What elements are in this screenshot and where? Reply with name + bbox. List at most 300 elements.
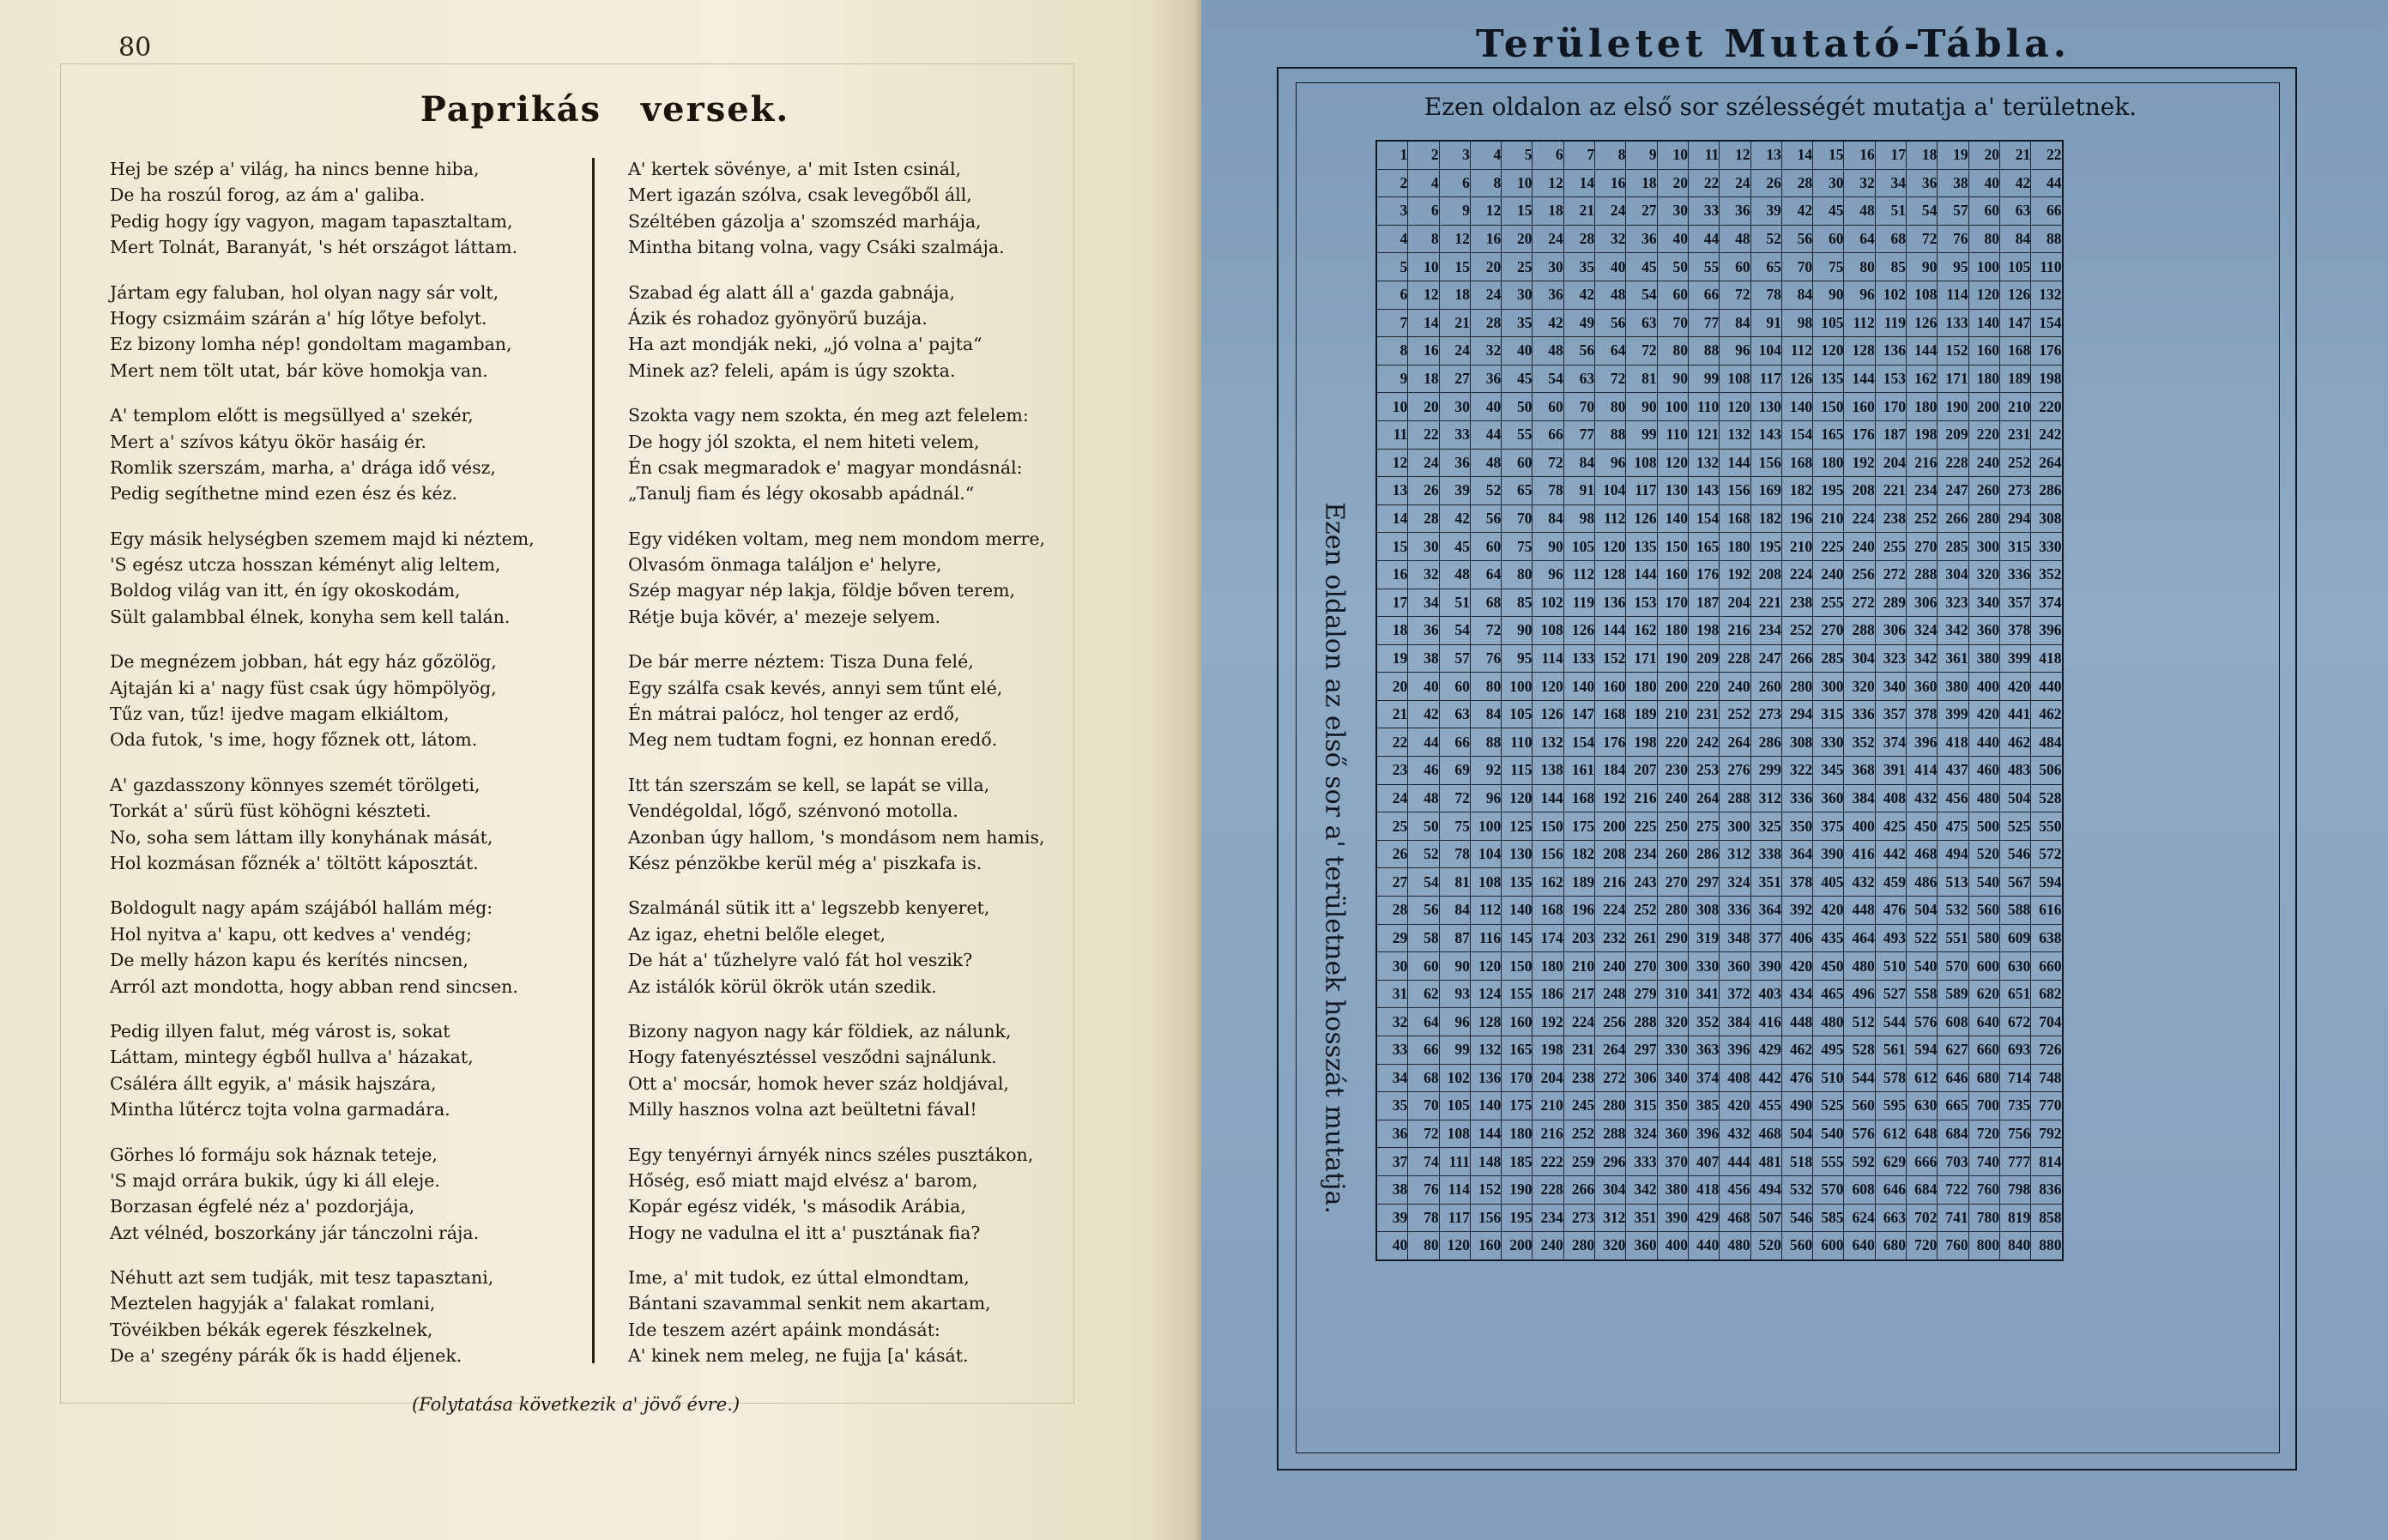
table-cell: 286 bbox=[1750, 728, 1781, 757]
table-cell: 126 bbox=[1999, 281, 2030, 309]
table-cell: 176 bbox=[1595, 728, 1626, 757]
table-row bbox=[1376, 365, 2063, 393]
poem-line: De hogy jól szokta, el nem hiteti velem, bbox=[628, 431, 980, 452]
table-cell: 608 bbox=[1844, 1175, 1875, 1204]
stanza bbox=[110, 1142, 625, 1247]
table-cell: 81 bbox=[1439, 868, 1470, 897]
table-cell: 180 bbox=[1720, 533, 1750, 561]
table-cell: 684 bbox=[1938, 1120, 1968, 1148]
poem-line: Hőség, eső miatt majd elvész a' barom, bbox=[628, 1169, 978, 1191]
table-cell: 646 bbox=[1938, 1064, 1968, 1092]
table-cell: 420 bbox=[1813, 897, 1844, 925]
table-cell: 455 bbox=[1750, 1092, 1781, 1120]
table-cell: 96 bbox=[1470, 784, 1501, 812]
table-cell: 432 bbox=[1907, 784, 1938, 812]
table-cell: 210 bbox=[1657, 700, 1688, 728]
table-cell: 85 bbox=[1875, 253, 1906, 281]
table-cell: 315 bbox=[1626, 1092, 1657, 1120]
table-cell: 75 bbox=[1439, 812, 1470, 841]
table-cell: 312 bbox=[1750, 784, 1781, 812]
table-cell: 132 bbox=[1533, 728, 1563, 757]
table-cell: 4 bbox=[1470, 141, 1501, 169]
table-cell: 24 bbox=[1533, 225, 1563, 253]
table-cell: 299 bbox=[1750, 757, 1781, 785]
table-cell: 190 bbox=[1938, 393, 1968, 421]
table-cell: 279 bbox=[1626, 980, 1657, 1008]
table-cell: 112 bbox=[1781, 337, 1812, 365]
table-cell: 98 bbox=[1563, 504, 1594, 533]
table-cell: 74 bbox=[1408, 1148, 1439, 1176]
table-cell: 240 bbox=[1720, 673, 1750, 701]
table-cell: 174 bbox=[1533, 924, 1563, 952]
table-cell: 189 bbox=[1626, 700, 1657, 728]
table-cell: 210 bbox=[1781, 533, 1812, 561]
table-cell: 195 bbox=[1502, 1204, 1533, 1232]
table-cell: 57 bbox=[1938, 197, 1968, 226]
table-cell: 100 bbox=[1502, 673, 1533, 701]
table-cell: 760 bbox=[1938, 1232, 1968, 1260]
table-cell: 40 bbox=[1657, 225, 1688, 253]
table-cell: 504 bbox=[1907, 897, 1938, 925]
table-cell: 255 bbox=[1813, 589, 1844, 617]
table-cell: 520 bbox=[1968, 840, 1999, 868]
table-cell: 144 bbox=[1720, 449, 1750, 477]
table-cell: 312 bbox=[1720, 840, 1750, 868]
length-caption: Ezen oldalon az első sor a' területnek hosszát mutatja. bbox=[1319, 502, 1350, 1214]
table-cell: 441 bbox=[1999, 700, 2030, 728]
table-cell: 112 bbox=[1470, 897, 1501, 925]
table-cell: 1 bbox=[1376, 141, 1408, 169]
stanza bbox=[628, 526, 1143, 631]
table-cell: 480 bbox=[1813, 1008, 1844, 1036]
table-cell: 132 bbox=[1688, 449, 1719, 477]
table-cell: 35 bbox=[1376, 1092, 1408, 1120]
table-cell: 370 bbox=[1657, 1148, 1688, 1176]
table-cell: 588 bbox=[1999, 897, 2030, 925]
table-title: Területet Mutató-Tábla. bbox=[1476, 22, 2071, 66]
table-cell: 595 bbox=[1875, 1092, 1906, 1120]
table-cell: 154 bbox=[1781, 420, 1812, 449]
poem-line: Olvasóm önmaga találjon e' helyre, bbox=[628, 554, 942, 576]
table-row bbox=[1376, 393, 2063, 421]
table-cell: 70 bbox=[1408, 1092, 1439, 1120]
table-cell: 132 bbox=[1470, 1036, 1501, 1065]
table-cell: 154 bbox=[1688, 504, 1719, 533]
table-cell: 56 bbox=[1563, 337, 1594, 365]
table-cell: 425 bbox=[1875, 812, 1906, 841]
table-cell: 238 bbox=[1563, 1064, 1594, 1092]
table-cell: 60 bbox=[1408, 952, 1439, 981]
table-cell: 352 bbox=[2031, 560, 2063, 589]
stanza bbox=[628, 649, 1143, 753]
table-cell: 110 bbox=[2031, 253, 2063, 281]
table-cell: 252 bbox=[1720, 700, 1750, 728]
table-cell: 420 bbox=[1968, 700, 1999, 728]
table-cell: 209 bbox=[1688, 644, 1719, 673]
table-cell: 14 bbox=[1563, 169, 1594, 197]
table-cell: 288 bbox=[1595, 1120, 1626, 1148]
table-cell: 323 bbox=[1875, 644, 1906, 673]
table-cell: 165 bbox=[1688, 533, 1719, 561]
table-cell: 50 bbox=[1502, 393, 1533, 421]
table-cell: 39 bbox=[1439, 477, 1470, 505]
table-cell: 429 bbox=[1688, 1204, 1719, 1232]
table-cell: 231 bbox=[1563, 1036, 1594, 1065]
table-cell: 280 bbox=[1781, 673, 1812, 701]
table-cell: 798 bbox=[1999, 1175, 2030, 1204]
table-row bbox=[1376, 1120, 2063, 1148]
table-cell: 6 bbox=[1376, 281, 1408, 309]
table-cell: 693 bbox=[1999, 1036, 2030, 1065]
table-cell: 117 bbox=[1626, 477, 1657, 505]
table-cell: 594 bbox=[1907, 1036, 1938, 1065]
table-cell: 42 bbox=[1781, 197, 1812, 226]
table-cell: 9 bbox=[1376, 365, 1408, 393]
stanza bbox=[110, 402, 625, 507]
table-cell: 253 bbox=[1688, 757, 1719, 785]
table-cell: 306 bbox=[1875, 617, 1906, 645]
table-cell: 351 bbox=[1626, 1204, 1657, 1232]
table-cell: 144 bbox=[1907, 337, 1938, 365]
table-cell: 32 bbox=[1408, 560, 1439, 589]
table-cell: 90 bbox=[1813, 281, 1844, 309]
table-cell: 380 bbox=[1968, 644, 1999, 673]
table-row bbox=[1376, 1148, 2063, 1176]
table-cell: 234 bbox=[1533, 1204, 1563, 1232]
table-cell: 156 bbox=[1720, 477, 1750, 505]
table-cell: 627 bbox=[1938, 1036, 1968, 1065]
table-cell: 15 bbox=[1502, 197, 1533, 226]
table-cell: 418 bbox=[1688, 1175, 1719, 1204]
table-cell: 480 bbox=[1844, 952, 1875, 981]
table-cell: 44 bbox=[2031, 169, 2063, 197]
poem-line: Láttam, mintegy égből hullva a' házakat, bbox=[110, 1047, 474, 1068]
table-cell: 408 bbox=[1720, 1064, 1750, 1092]
table-cell: 22 bbox=[1376, 728, 1408, 757]
table-cell: 512 bbox=[1844, 1008, 1875, 1036]
table-cell: 76 bbox=[1938, 225, 1968, 253]
table-cell: 220 bbox=[2031, 393, 2063, 421]
table-cell: 252 bbox=[1999, 449, 2030, 477]
table-cell: 420 bbox=[1720, 1092, 1750, 1120]
table-cell: 399 bbox=[1999, 644, 2030, 673]
table-cell: 660 bbox=[1968, 1036, 1999, 1065]
table-cell: 513 bbox=[1938, 868, 1968, 897]
table-cell: 34 bbox=[1875, 169, 1906, 197]
table-cell: 133 bbox=[1938, 309, 1968, 337]
table-cell: 24 bbox=[1595, 197, 1626, 226]
table-cell: 551 bbox=[1938, 924, 1968, 952]
table-cell: 504 bbox=[1999, 784, 2030, 812]
table-cell: 330 bbox=[1688, 952, 1719, 981]
stanza bbox=[628, 280, 1143, 384]
table-cell: 405 bbox=[1813, 868, 1844, 897]
table-cell: 154 bbox=[1563, 728, 1594, 757]
table-cell: 96 bbox=[1844, 281, 1875, 309]
poem-line: Itt tán szerszám se kell, se lapát se villa, bbox=[628, 774, 990, 795]
table-cell: 560 bbox=[1844, 1092, 1875, 1120]
table-cell: 682 bbox=[2031, 980, 2063, 1008]
table-cell: 48 bbox=[1533, 337, 1563, 365]
table-cell: 15 bbox=[1813, 141, 1844, 169]
table-cell: 51 bbox=[1439, 589, 1470, 617]
table-cell: 56 bbox=[1408, 897, 1439, 925]
table-cell: 24 bbox=[1720, 169, 1750, 197]
table-cell: 196 bbox=[1781, 504, 1812, 533]
table-cell: 714 bbox=[1999, 1064, 2030, 1092]
table-cell: 540 bbox=[1907, 952, 1938, 981]
table-cell: 64 bbox=[1595, 337, 1626, 365]
table-cell: 148 bbox=[1470, 1148, 1501, 1176]
table-cell: 234 bbox=[1750, 617, 1781, 645]
table-cell: 42 bbox=[1439, 504, 1470, 533]
table-cell: 45 bbox=[1439, 533, 1470, 561]
table-cell: 270 bbox=[1657, 868, 1688, 897]
table-cell: 340 bbox=[1875, 673, 1906, 701]
table-cell: 375 bbox=[1813, 812, 1844, 841]
table-cell: 735 bbox=[1999, 1092, 2030, 1120]
table-cell: 14 bbox=[1376, 504, 1408, 533]
table-cell: 175 bbox=[1563, 812, 1594, 841]
table-cell: 256 bbox=[1844, 560, 1875, 589]
table-cell: 76 bbox=[1408, 1175, 1439, 1204]
table-cell: 104 bbox=[1470, 840, 1501, 868]
table-cell: 95 bbox=[1502, 644, 1533, 673]
table-cell: 156 bbox=[1533, 840, 1563, 868]
table-row bbox=[1376, 420, 2063, 449]
table-cell: 140 bbox=[1657, 504, 1688, 533]
table-cell: 176 bbox=[1844, 420, 1875, 449]
table-cell: 36 bbox=[1626, 225, 1657, 253]
table-cell: 252 bbox=[1626, 897, 1657, 925]
table-cell: 154 bbox=[2031, 309, 2063, 337]
table-cell: 8 bbox=[1470, 169, 1501, 197]
table-cell: 476 bbox=[1875, 897, 1906, 925]
table-row bbox=[1376, 225, 2063, 253]
table-cell: 99 bbox=[1688, 365, 1719, 393]
table-cell: 224 bbox=[1595, 897, 1626, 925]
table-cell: 240 bbox=[1968, 449, 1999, 477]
table-cell: 144 bbox=[1470, 1120, 1501, 1148]
table-cell: 200 bbox=[1968, 393, 1999, 421]
poem-line: Ázik és rohadoz gyönyörű buzája. bbox=[628, 307, 928, 329]
table-cell: 720 bbox=[1907, 1232, 1938, 1260]
stanza bbox=[110, 895, 625, 999]
table-cell: 407 bbox=[1688, 1148, 1719, 1176]
table-cell: 42 bbox=[1408, 700, 1439, 728]
table-row bbox=[1376, 1232, 2063, 1260]
table-cell: 16 bbox=[1470, 225, 1501, 253]
table-cell: 341 bbox=[1688, 980, 1719, 1008]
table-cell: 247 bbox=[1938, 477, 1968, 505]
poem-line: A' kinek nem meleg, ne fujja [a' kását. bbox=[628, 1345, 969, 1367]
table-cell: 600 bbox=[1968, 952, 1999, 981]
table-cell: 26 bbox=[1750, 169, 1781, 197]
table-cell: 48 bbox=[1595, 281, 1626, 309]
table-cell: 93 bbox=[1439, 980, 1470, 1008]
table-cell: 9 bbox=[1626, 141, 1657, 169]
table-cell: 880 bbox=[2031, 1232, 2063, 1260]
table-cell: 176 bbox=[1688, 560, 1719, 589]
table-cell: 105 bbox=[1813, 309, 1844, 337]
table-row bbox=[1376, 728, 2063, 757]
table-cell: 17 bbox=[1376, 589, 1408, 617]
table-cell: 91 bbox=[1563, 477, 1594, 505]
poem-line: Milly hasznos volna azt beültetni fával! bbox=[628, 1099, 977, 1120]
table-cell: 33 bbox=[1376, 1036, 1408, 1065]
poem-line: Én mátrai palócz, hol tenger az erdő, bbox=[628, 704, 960, 725]
table-cell: 385 bbox=[1688, 1092, 1719, 1120]
table-cell: 493 bbox=[1875, 924, 1906, 952]
table-cell: 297 bbox=[1688, 868, 1719, 897]
table-cell: 273 bbox=[1563, 1204, 1594, 1232]
table-cell: 92 bbox=[1470, 757, 1501, 785]
table-cell: 420 bbox=[1781, 952, 1812, 981]
table-cell: 85 bbox=[1502, 589, 1533, 617]
table-cell: 153 bbox=[1626, 589, 1657, 617]
table-cell: 243 bbox=[1626, 868, 1657, 897]
table-cell: 198 bbox=[1907, 420, 1938, 449]
table-cell: 242 bbox=[1688, 728, 1719, 757]
table-row bbox=[1376, 757, 2063, 785]
table-cell: 270 bbox=[1907, 533, 1938, 561]
table-cell: 78 bbox=[1408, 1204, 1439, 1232]
poem-line: De melly házon kapu és kerítés nincsen, bbox=[110, 950, 469, 971]
poem-line: Tövéikben békák egerek fészkelnek, bbox=[110, 1319, 433, 1340]
table-cell: 304 bbox=[1844, 644, 1875, 673]
table-cell: 544 bbox=[1875, 1008, 1906, 1036]
table-cell: 570 bbox=[1813, 1175, 1844, 1204]
table-cell: 525 bbox=[1999, 812, 2030, 841]
table-cell: 414 bbox=[1907, 757, 1938, 785]
table-cell: 143 bbox=[1688, 477, 1719, 505]
table-cell: 80 bbox=[1595, 393, 1626, 421]
table-cell: 80 bbox=[1408, 1232, 1439, 1260]
table-cell: 130 bbox=[1750, 393, 1781, 421]
table-cell: 15 bbox=[1439, 253, 1470, 281]
table-cell: 324 bbox=[1626, 1120, 1657, 1148]
table-cell: 297 bbox=[1626, 1036, 1657, 1065]
table-cell: 259 bbox=[1563, 1148, 1594, 1176]
table-cell: 198 bbox=[1626, 728, 1657, 757]
table-cell: 704 bbox=[2031, 1008, 2063, 1036]
table-cell: 6 bbox=[1439, 169, 1470, 197]
table-cell: 363 bbox=[1688, 1036, 1719, 1065]
table-cell: 36 bbox=[1533, 281, 1563, 309]
table-cell: 342 bbox=[1907, 644, 1938, 673]
table-cell: 34 bbox=[1408, 589, 1439, 617]
table-cell: 24 bbox=[1376, 784, 1408, 812]
table-cell: 75 bbox=[1813, 253, 1844, 281]
table-cell: 456 bbox=[1720, 1175, 1750, 1204]
table-cell: 612 bbox=[1875, 1120, 1906, 1148]
table-cell: 126 bbox=[1626, 504, 1657, 533]
table-cell: 168 bbox=[1595, 700, 1626, 728]
table-cell: 32 bbox=[1595, 225, 1626, 253]
table-cell: 80 bbox=[1470, 673, 1501, 701]
table-cell: 496 bbox=[1844, 980, 1875, 1008]
table-cell: 294 bbox=[1999, 504, 2030, 533]
table-cell: 63 bbox=[1563, 365, 1594, 393]
table-cell: 462 bbox=[1781, 1036, 1812, 1065]
table-cell: 116 bbox=[1470, 924, 1501, 952]
table-row bbox=[1376, 281, 2063, 309]
table-cell: 480 bbox=[1720, 1232, 1750, 1260]
table-cell: 240 bbox=[1595, 952, 1626, 981]
table-cell: 306 bbox=[1907, 589, 1938, 617]
table-cell: 481 bbox=[1750, 1148, 1781, 1176]
table-cell: 60 bbox=[1968, 197, 1999, 226]
column-divider bbox=[592, 158, 595, 1363]
table-cell: 722 bbox=[1938, 1175, 1968, 1204]
table-cell: 12 bbox=[1439, 225, 1470, 253]
table-cell: 20 bbox=[1968, 141, 1999, 169]
table-cell: 792 bbox=[2031, 1120, 2063, 1148]
table-cell: 130 bbox=[1657, 477, 1688, 505]
table-cell: 18 bbox=[1408, 365, 1439, 393]
table-cell: 150 bbox=[1813, 393, 1844, 421]
table-cell: 161 bbox=[1563, 757, 1594, 785]
table-cell: 80 bbox=[1502, 560, 1533, 589]
poem-line: Meg nem tudtam fogni, ez honnan eredő. bbox=[628, 729, 998, 751]
table-cell: 465 bbox=[1813, 980, 1844, 1008]
table-cell: 38 bbox=[1408, 644, 1439, 673]
table-cell: 330 bbox=[1657, 1036, 1688, 1065]
table-cell: 3 bbox=[1439, 141, 1470, 169]
poem-line: Boldogult nagy apám szájából hallám még: bbox=[110, 897, 493, 919]
table-cell: 630 bbox=[1907, 1092, 1938, 1120]
table-cell: 216 bbox=[1907, 449, 1938, 477]
poem-line: Egy másik helységben szemem majd ki néztem, bbox=[110, 528, 535, 549]
table-cell: 98 bbox=[1781, 309, 1812, 337]
table-cell: 264 bbox=[2031, 449, 2063, 477]
table-cell: 66 bbox=[1408, 1036, 1439, 1065]
poem-line: Görhes ló formáju sok háznak teteje, bbox=[110, 1144, 438, 1165]
table-cell: 133 bbox=[1563, 644, 1594, 673]
table-cell: 54 bbox=[1408, 868, 1439, 897]
table-cell: 20 bbox=[1657, 169, 1688, 197]
table-cell: 672 bbox=[1999, 1008, 2030, 1036]
table-cell: 322 bbox=[1781, 757, 1812, 785]
poem-line: Hogy fatenyésztéssel vesződni sajnálunk. bbox=[628, 1047, 997, 1068]
table-cell: 30 bbox=[1439, 393, 1470, 421]
table-cell: 276 bbox=[1720, 757, 1750, 785]
table-cell: 65 bbox=[1750, 253, 1781, 281]
table-cell: 44 bbox=[1470, 420, 1501, 449]
table-row bbox=[1376, 560, 2063, 589]
table-cell: 429 bbox=[1750, 1036, 1781, 1065]
table-row bbox=[1376, 1175, 2063, 1204]
table-cell: 145 bbox=[1502, 924, 1533, 952]
poem-line: Ide teszem azért apáink mondását: bbox=[628, 1319, 940, 1340]
table-cell: 418 bbox=[1938, 728, 1968, 757]
table-cell: 186 bbox=[1533, 980, 1563, 1008]
table-cell: 280 bbox=[1563, 1232, 1594, 1260]
table-cell: 63 bbox=[1999, 197, 2030, 226]
table-cell: 576 bbox=[1907, 1008, 1938, 1036]
table-cell: 220 bbox=[1968, 420, 1999, 449]
table-cell: 170 bbox=[1875, 393, 1906, 421]
table-cell: 102 bbox=[1439, 1064, 1470, 1092]
table-cell: 60 bbox=[1720, 253, 1750, 281]
table-cell: 150 bbox=[1657, 533, 1688, 561]
table-cell: 5 bbox=[1376, 253, 1408, 281]
table-cell: 294 bbox=[1781, 700, 1812, 728]
table-cell: 68 bbox=[1408, 1064, 1439, 1092]
poem-line: Szabad ég alatt áll a' gazda gabnája, bbox=[628, 281, 956, 303]
table-cell: 70 bbox=[1781, 253, 1812, 281]
poem-line: Minek az? feleli, apám is úgy szokta. bbox=[628, 359, 956, 381]
